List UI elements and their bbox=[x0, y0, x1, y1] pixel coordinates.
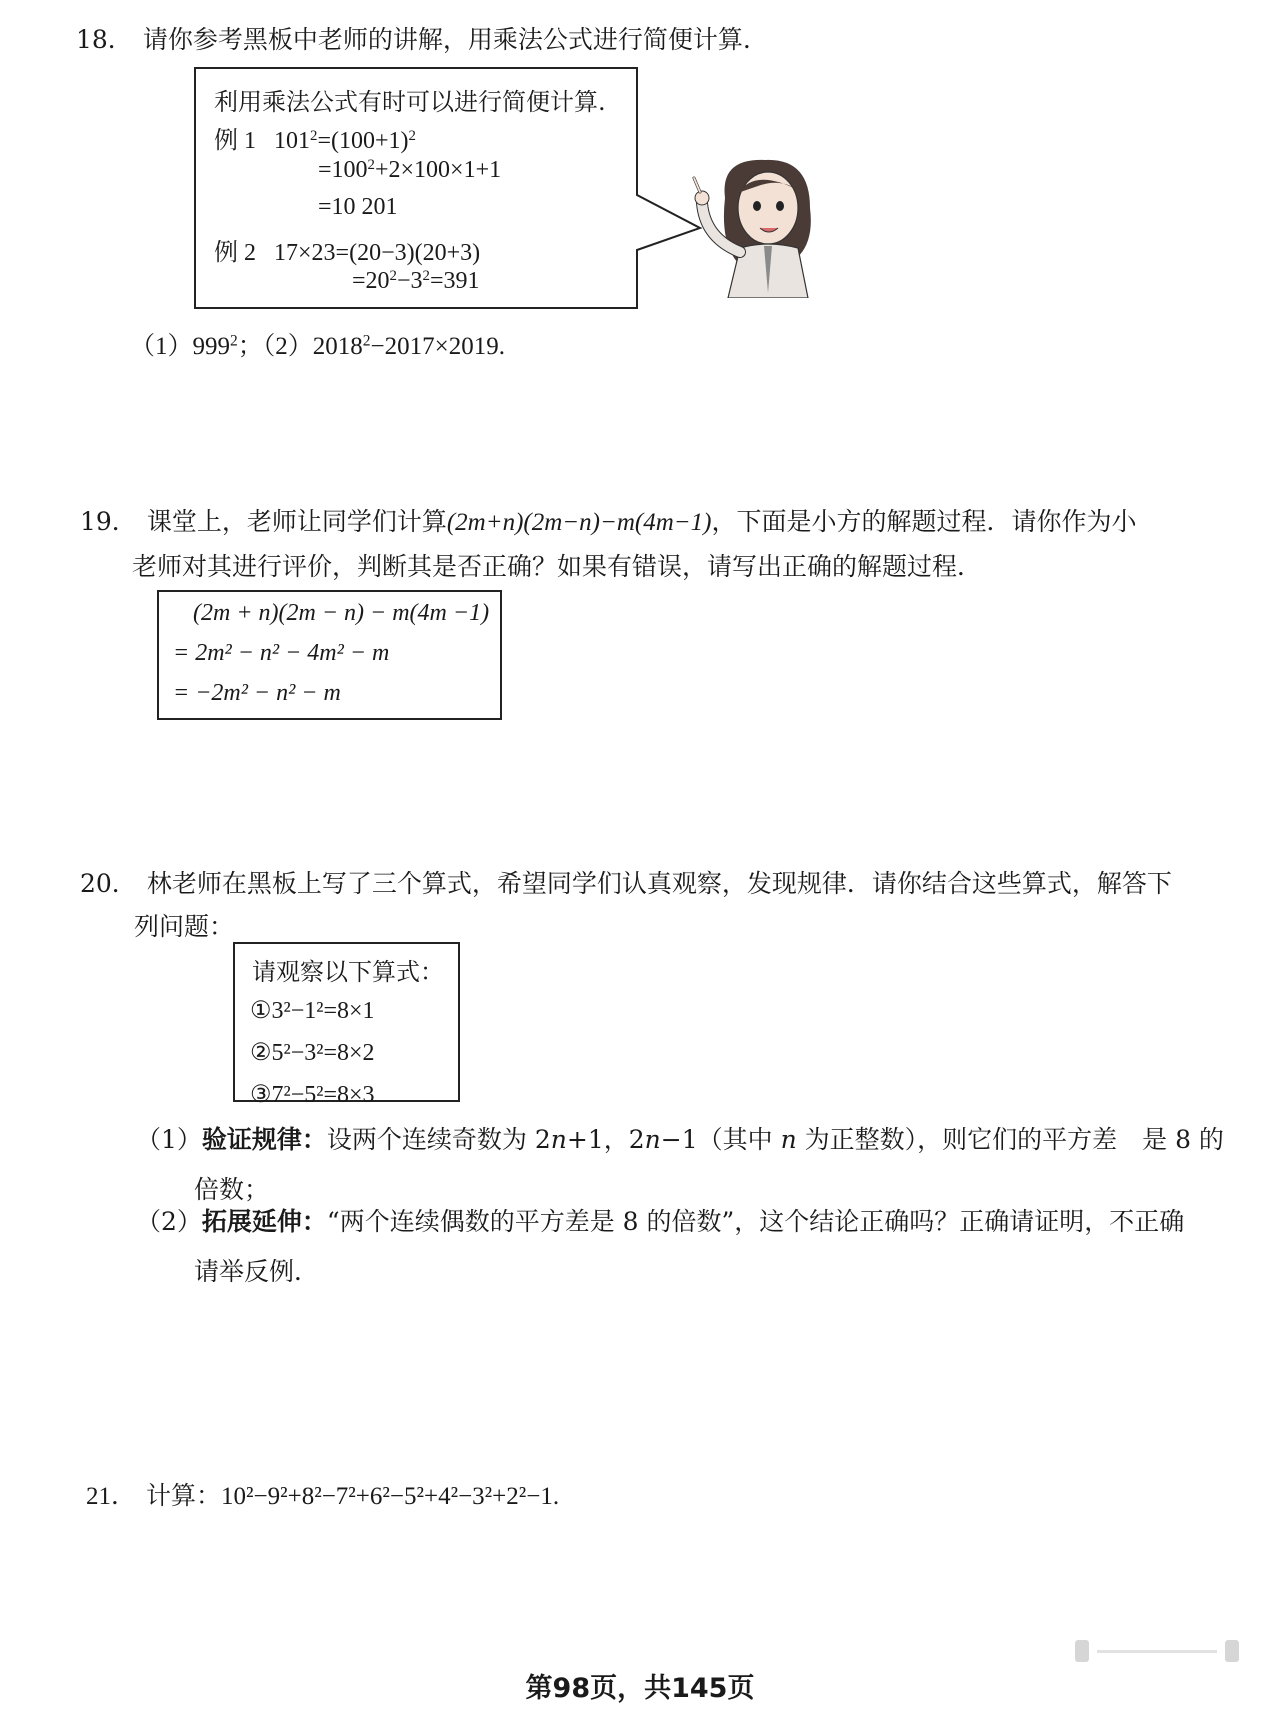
board-intro: 利用乘法公式有时可以进行简便计算. bbox=[214, 88, 606, 116]
question-19-line-2: 老师对其进行评价，判断其是否正确？如果有错误，请写出正确的解题过程． bbox=[132, 552, 983, 581]
speech-bubble-outline bbox=[0, 0, 1280, 330]
question-number: 18． bbox=[76, 25, 133, 54]
question-20-line-2: 列问题： bbox=[134, 912, 235, 941]
question-number: 19． bbox=[80, 507, 137, 536]
board-example-1-line-3: =10 201 bbox=[318, 194, 398, 220]
question-20-part-1-line-2: 倍数； bbox=[194, 1175, 270, 1204]
question-21: 21． 计算：10²−9²+8²−7²+6²−5²+4²−3²+2²−1. bbox=[86, 1483, 560, 1510]
formula-1: ①3²−1²=8×1 bbox=[250, 998, 375, 1024]
board-example-1-line-2: $=100^2+2\times 100\times 1+1$ bbox=[318, 156, 502, 183]
board-example-2-line-2: $=20^2-3^2=391$ bbox=[352, 267, 480, 294]
formula-2: ②5²−3²=8×2 bbox=[250, 1040, 375, 1066]
page-footer: 第98页，共145页 bbox=[525, 1673, 755, 1704]
board-example-1-line-1: 例 1 $101^2=(100+1)^2$ bbox=[214, 127, 416, 154]
question-expression: (2m+n)(2m−n)−m(4m−1) bbox=[446, 509, 712, 536]
question-number: 21． bbox=[86, 1483, 137, 1510]
question-20-part-2-line-2: 请举反例． bbox=[194, 1257, 320, 1286]
board-example-2-line-1: 例 2 17×23=(20−3)(20+3) bbox=[214, 240, 481, 266]
question-number: 20． bbox=[80, 869, 137, 898]
formula-board-title: 请观察以下算式： bbox=[252, 958, 444, 986]
student-work-line-1: (2m + n)(2m − n) − m(4m −1) bbox=[193, 600, 490, 626]
question-text: 请你参考黑板中老师的讲解，用乘法公式进行简便计算. bbox=[142, 25, 751, 54]
question-20-part-1: （1）验证规律：设两个连续奇数为 2n+1，2n−1（其中 n 为正整数），则它们的平方差 是 8 的 bbox=[136, 1125, 1224, 1154]
formula-3: ③7²−5²=8×3 bbox=[250, 1082, 375, 1108]
question-18-parts: $(1)999^2$；$(2)2018^2-2017\times 2019$. bbox=[130, 332, 505, 360]
question-20: 20． 林老师在黑板上写了三个算式，希望同学们认真观察，发现规律．请你结合这些算式，解答下 bbox=[80, 869, 1172, 898]
question-20-part-2: （2）拓展延伸：“两个连续偶数的平方差是 8 的倍数”，这个结论正确吗？正确请证明，不正确 bbox=[136, 1207, 1185, 1236]
student-work-line-2: = 2m² − n² − 4m² − m bbox=[173, 640, 390, 666]
scan-artifact bbox=[1075, 1638, 1275, 1664]
student-work-line-3: = −2m² − n² − m bbox=[173, 680, 341, 706]
teacher-illustration bbox=[680, 148, 830, 298]
question-19: 19． 课堂上，老师让同学们计算(2m+n)(2m−n)−m(4m−1)，下面是小方的解题过程．请你作为小 bbox=[80, 507, 1137, 536]
